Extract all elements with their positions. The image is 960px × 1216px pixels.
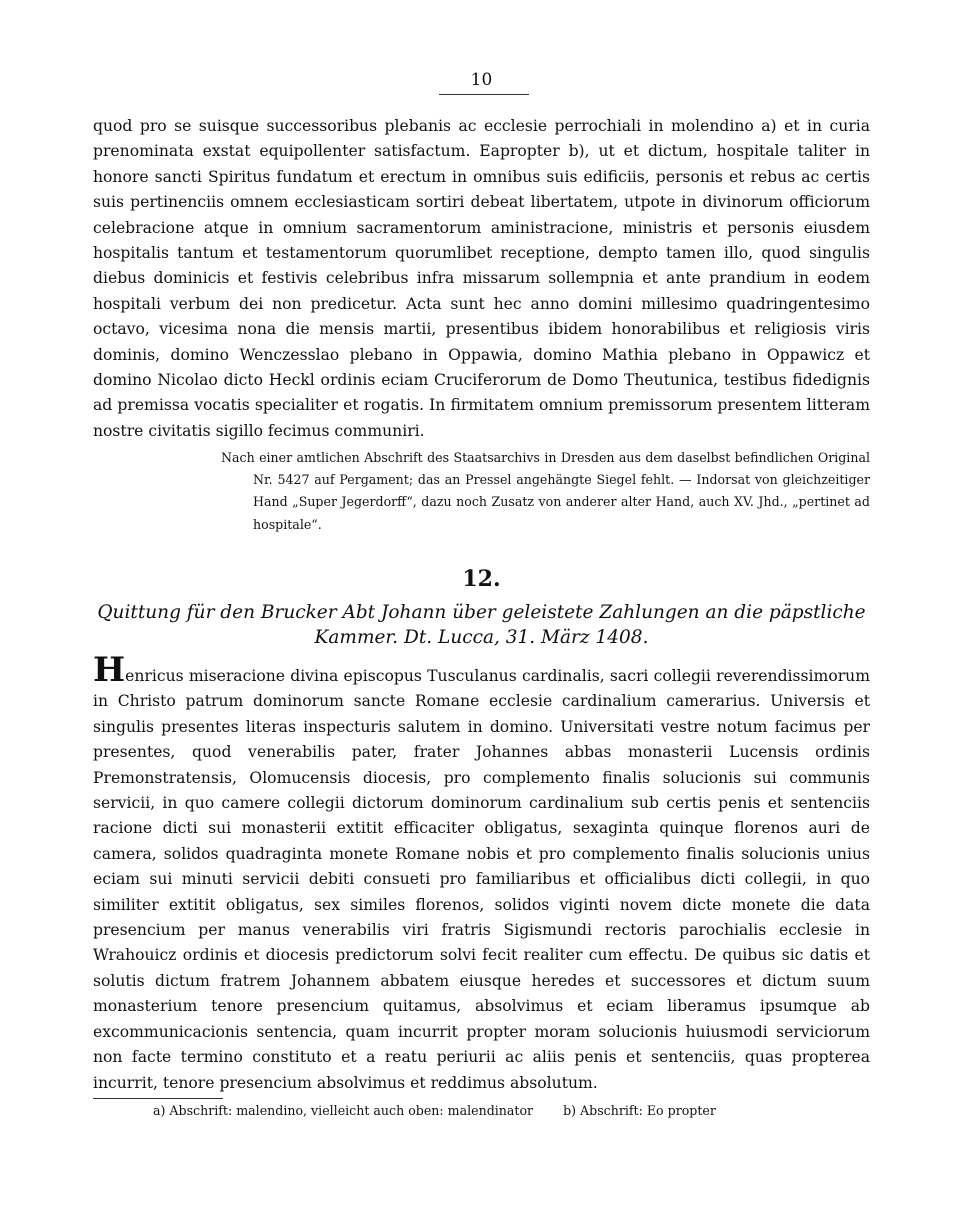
footnotes: [153, 1101, 870, 1121]
footnote-a: a) Abschrift: malendino, vielleicht auch oben: malendinator: [153, 1103, 534, 1118]
footnote-b: b) Abschrift: Eo propter: [563, 1103, 716, 1118]
page-number-rule: [439, 94, 529, 95]
body-paragraph-2: [93, 650, 870, 1096]
body-paragraph-2-text: enricus miseracione divina episcopus Tusculanus cardinalis, sacri collegii reverendissimorum in Christo patrum dominorum sancte Romane ecclesie cardinalium camerarius. Universis et singulis presentes literas inspecturis salutem in domino. Universitati vestre notum facimus per presentes, quod venerabilis pater, frater Johannes abbas monasterii Lucensis ordinis Premonstratensis, Olomucensis diocesis, pro complemento finalis solucionis sui communis servicii, in quo camere collegii dictorum dominorum cardinalium sub certis penis et sentenciis racione dicti sui monasterii extitit efficaciter obligatus, sexaginta quinque florenos auri de camera, solidos quadraginta monete Romane nobis et pro complemento finalis solucionis unius eciam sui minuti servicii debiti consueti pro familiaribus et officialibus dicti collegii, in quo similiter extitit obligatus, sex similes florenos, solidos viginti novem dicte monete die data presencium per manus venerabilis viri fratris Sigismundi rectoris parochialis ecclesie in Wrahouicz ordinis et diocesis predictorum solvi fecit realiter cum effectu. De quibus sic datis et solutis dictum fratrem Johannem abbatem eiusque heredes et successores et dictum suum monasterium tenore presencium quitamus, absolvimus et eciam liberamus ipsumque ab excommunicacionis sentencia, quam incurrit propter moram solucionis huiusmodi serviciorum non facte termino constituto et a reatu periurii ac aliis penis et sentenciis, quas propterea incurrit, tenore presencium absolvimus et reddimus absolutum.: [93, 667, 870, 1092]
source-note: Nach einer amtlichen Abschrift des Staatsarchivs in Dresden aus dem daselbst befindlichen Original Nr. 5427 auf Pergament; das an Pressel angehängte Siegel fehlt. — Indorsat von gleichzeitiger Hand „Super Jegerdorff“, dazu noch Zusatz von anderer alter Hand, auch XV. Jhd., „pertinet ad hospitale“.: [221, 450, 870, 532]
page-number: 10: [470, 70, 493, 90]
body-paragraph-1: quod pro se suisque successoribus plebanis ac ecclesie perrochiali in molendino a) et in curia prenominata exstat equipollenter satisfactum. Eapropter b), ut et dictum, hospitale taliter in honore sancti Spiritus fundatum et erectum in omnibus suis edificiis, personis et rebus ac certis suis pertinenciis omnem ecclesiasticam sortiri debeat libertatem, utpote in divinorum officiorum celebracione atque in omnium sacramentorum aministracione, ministris et personis eiusdem hospitalis tantum et testamentorum quorumlibet receptione, dempto tamen illo, quod singulis diebus dominicis et festivis celebribus infra missarum sollempnia et ante prandium in eodem hospitali verbum dei non predicetur. Acta sunt hec anno domini millesimo quadringentesimo octavo, vicesima nona die mensis martii, presentibus ibidem honorabilibus et religiosis viris dominis, domino Wenczesslao plebano in Oppawia, domino Mathia plebano in Oppawicz et domino Nicolao dicto Heckl ordinis eciam Cruciferorum de Domo Theutunica, testibus fidedignis ad premissa vocatis specialiter et rogatis. In firmitatem omnium premissorum presentem litteram nostre civitatis sigillo fecimus communiri.: [93, 117, 870, 440]
document-title: Quittung für den Brucker Abt Johann über geleistete Zahlungen an die päpstliche Kammer. Dt. Lucca, 31. März 1408.: [97, 602, 866, 648]
document-number: 12.: [462, 566, 501, 592]
footnote-rule: [93, 1098, 223, 1099]
drop-initial: H: [93, 650, 126, 690]
